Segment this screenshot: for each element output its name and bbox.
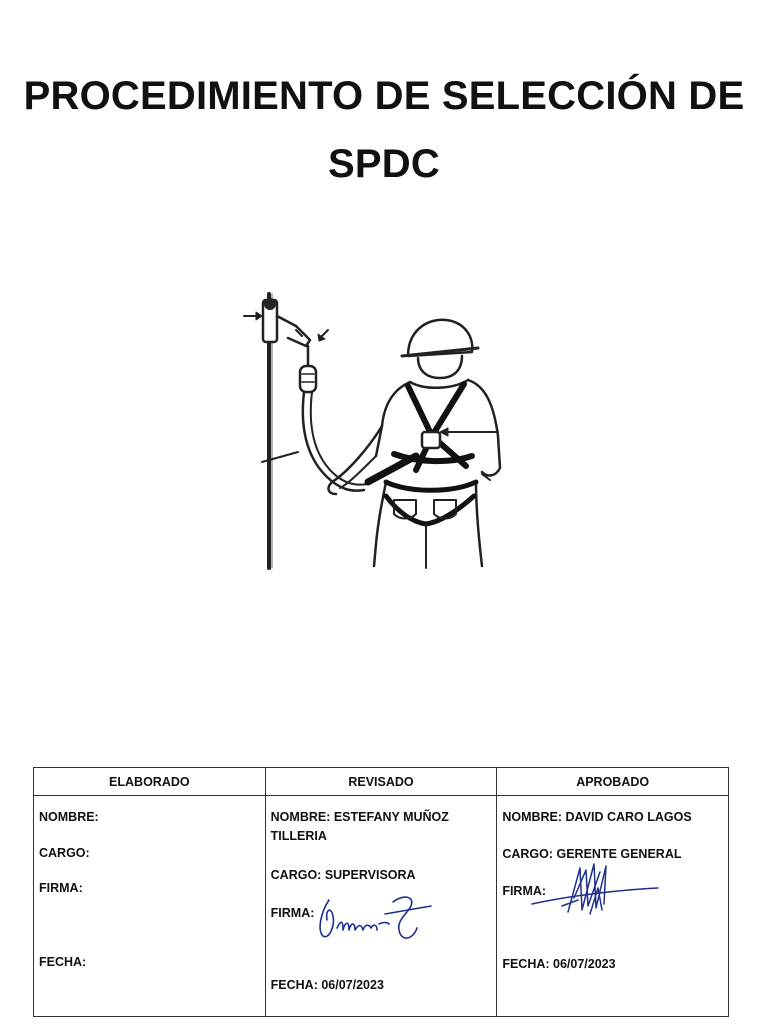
cell-elaborado	[34, 796, 266, 1017]
elaborado-fecha: FECHA:	[39, 955, 87, 969]
document-title	[0, 62, 768, 198]
header-revisado: REVISADO	[265, 768, 497, 796]
revisado-signature	[315, 880, 435, 950]
header-aprobado: APROBADO	[497, 768, 729, 796]
harness-worker-illustration	[236, 286, 512, 576]
cell-aprobado	[497, 796, 729, 1017]
revisado-nombre-line2: TILLERIA	[270, 829, 327, 843]
aprobado-nombre: NOMBRE: DAVID CARO LAGOS	[502, 810, 692, 824]
elaborado-firma: FIRMA:	[39, 881, 83, 895]
revisado-firma: FIRMA:	[270, 906, 315, 920]
aprobado-signature	[528, 858, 668, 924]
revisado-nombre-line1: NOMBRE: ESTEFANY MUÑOZ	[270, 810, 449, 824]
elaborado-nombre: NOMBRE:	[39, 810, 99, 824]
revisado-cargo: CARGO: SUPERVISORA	[270, 868, 416, 882]
title-line-2: SPDC	[328, 142, 440, 186]
approval-body-row	[34, 796, 729, 1017]
header-elaborado: ELABORADO	[34, 768, 266, 796]
approval-table	[33, 767, 729, 1017]
approval-header-row	[34, 768, 729, 796]
aprobado-firma: FIRMA:	[502, 884, 547, 898]
aprobado-cargo: CARGO: GERENTE GENERAL	[502, 847, 682, 861]
revisado-fecha: FECHA: 06/07/2023	[270, 978, 384, 992]
harness-strap	[408, 384, 464, 436]
title-line-1: PROCEDIMIENTO DE SELECCIÓN DE	[23, 74, 745, 118]
aprobado-fecha: FECHA: 06/07/2023	[502, 957, 616, 971]
cell-revisado	[265, 796, 497, 1017]
elaborado-cargo: CARGO:	[39, 846, 90, 860]
